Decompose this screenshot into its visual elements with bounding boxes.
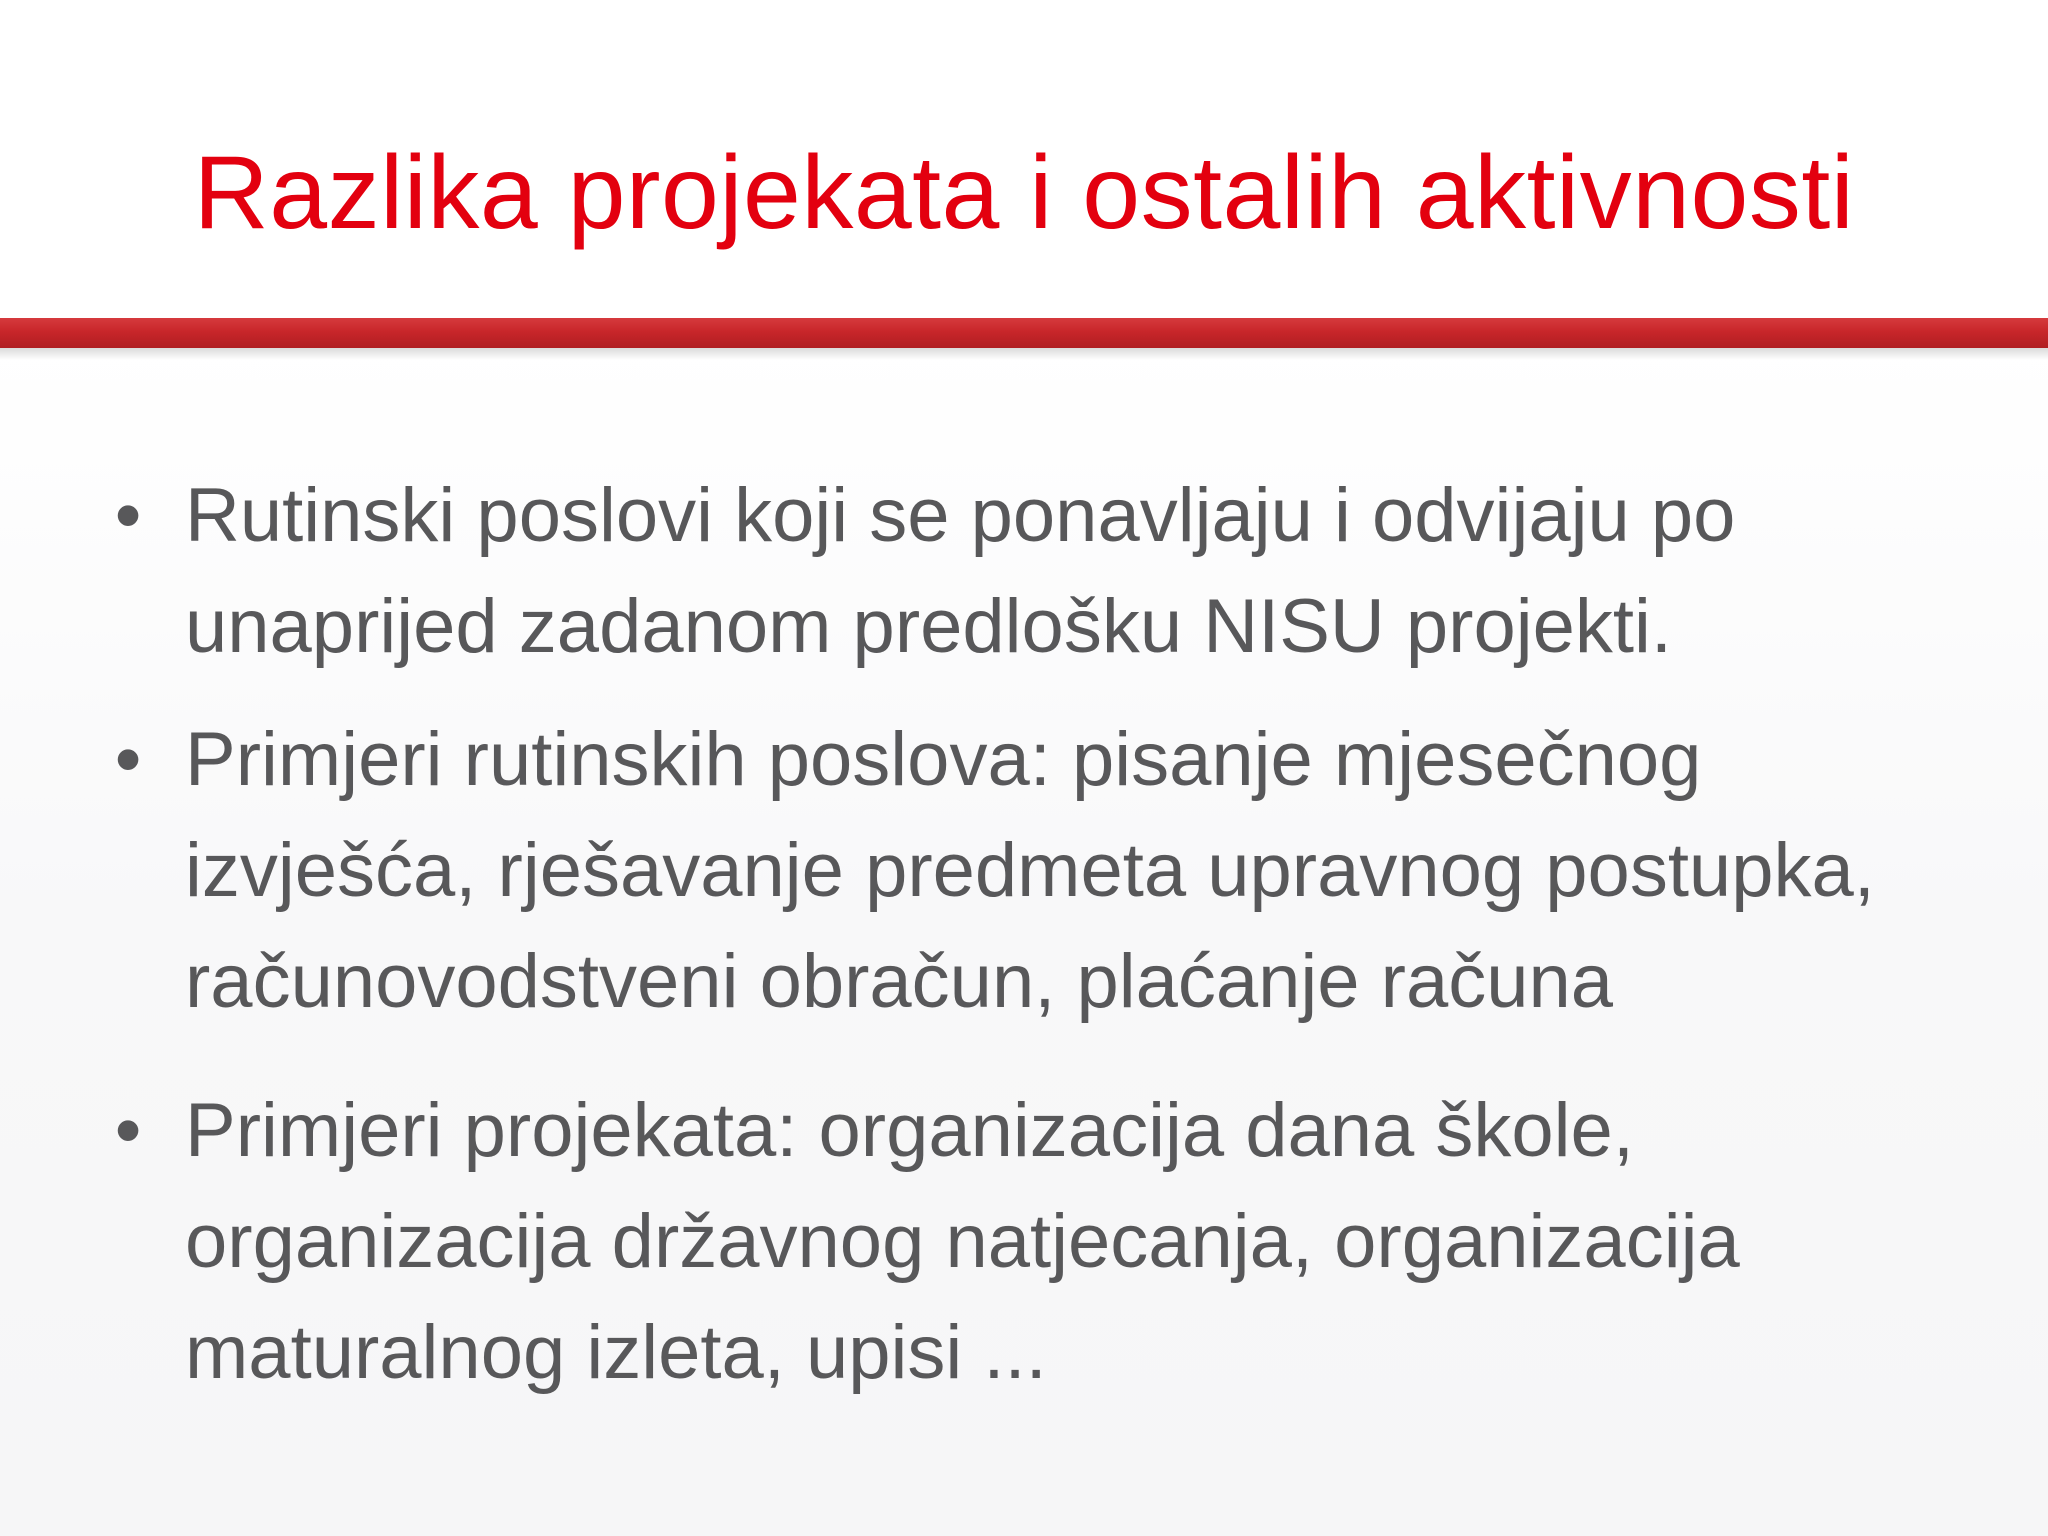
bullet-text: Primjeri projekata: organizacija dana škole, organizacija državnog natjecanja, organizacija maturalnog izleta, upisi ...	[185, 1088, 1740, 1395]
title-divider-shadow	[0, 348, 2048, 360]
title-area	[0, 0, 2048, 318]
bullet-text: Primjeri rutinskih poslova: pisanje mjesečnog izvješća, rješavanje predmeta upravnog postupka, računovodstveni obračun, plaćanje računa	[185, 717, 1875, 1024]
bullet-item	[0, 1075, 2048, 1408]
bullet-icon: •	[114, 1088, 142, 1173]
title-divider	[0, 318, 2048, 348]
bullet-item	[0, 704, 2048, 1037]
bullet-icon: •	[114, 717, 142, 802]
slide-title: Razlika projekata i ostalih aktivnosti	[193, 135, 1855, 251]
bullet-icon: •	[114, 473, 142, 558]
bullet-item	[0, 460, 2048, 682]
bullet-text: Rutinski poslovi koji se ponavljaju i odvijaju po unaprijed zadanom predlošku NISU projekti.	[185, 473, 1736, 669]
bullet-list	[0, 460, 2048, 1430]
